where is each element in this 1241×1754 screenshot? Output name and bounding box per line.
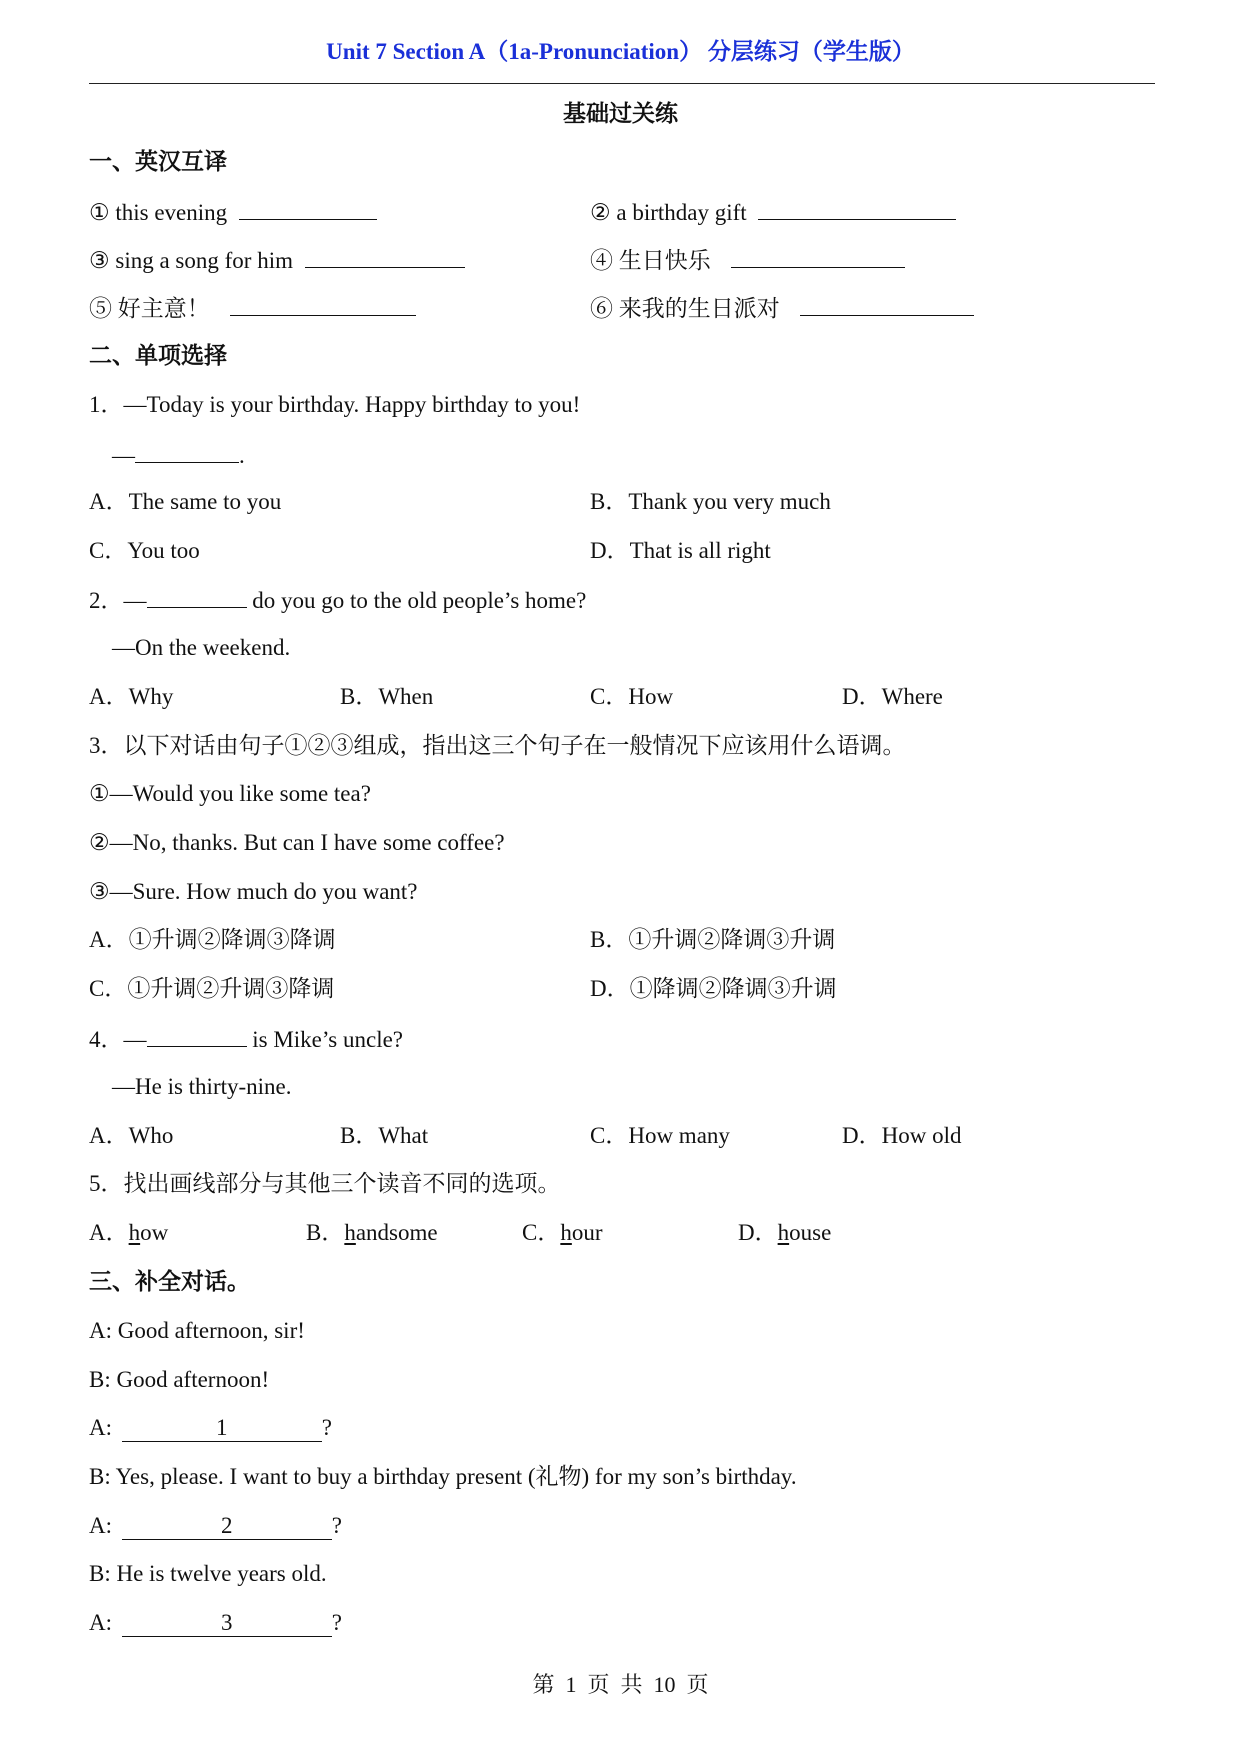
answer-blank-4[interactable] bbox=[731, 245, 905, 268]
q2-option-a[interactable]: A．Why bbox=[89, 684, 174, 709]
q5-option-b-underlined: h bbox=[344, 1220, 356, 1245]
document-title: Unit 7 Section A（1a-Pronunciation） 分层练习（学生版） bbox=[326, 39, 915, 64]
section-heading: 基础过关练 bbox=[563, 101, 678, 126]
q4-option-c[interactable]: C．How many bbox=[590, 1123, 730, 1148]
dialogue-line-5-speaker: A: bbox=[89, 1513, 118, 1538]
q5-option-c-underlined: h bbox=[560, 1220, 572, 1245]
part1-heading: 一、英汉互译 bbox=[89, 149, 227, 174]
q2-suffix: do you go to the old people’s home? bbox=[246, 588, 587, 613]
q2-response: —On the weekend. bbox=[112, 635, 291, 660]
dialogue-line-5 bbox=[89, 1512, 342, 1540]
q5-option-c[interactable] bbox=[522, 1219, 603, 1247]
q4-stem bbox=[89, 1024, 403, 1054]
header-rule bbox=[89, 83, 1155, 84]
q1-option-c[interactable]: C．You too bbox=[89, 538, 200, 563]
q5-option-a-underlined: h bbox=[128, 1220, 141, 1245]
q5-option-d-underlined: h bbox=[777, 1220, 790, 1245]
q5-option-b-label: B． bbox=[306, 1220, 345, 1245]
q3-line-1: ①—Would you like some tea? bbox=[89, 781, 371, 806]
q2-option-d[interactable]: D．Where bbox=[842, 684, 943, 709]
q4-option-b[interactable]: B．What bbox=[340, 1123, 429, 1148]
q4-prefix: 4．— bbox=[89, 1027, 147, 1052]
page-footer: 第 1 页 共 10 页 bbox=[532, 1672, 709, 1697]
dialogue-blank-3[interactable]: 3 bbox=[122, 1610, 332, 1637]
q2-stem bbox=[89, 585, 586, 615]
answer-blank-6[interactable] bbox=[800, 293, 974, 316]
q5-option-a-rest: ow bbox=[140, 1220, 169, 1245]
translate-item-2 bbox=[590, 197, 956, 227]
q3-line-3: ③—Sure. How much do you want? bbox=[89, 879, 418, 904]
q5-option-a-label: A． bbox=[89, 1220, 129, 1245]
translate-item-3 bbox=[89, 245, 465, 275]
answer-blank-1[interactable] bbox=[239, 197, 377, 220]
q1-period: . bbox=[239, 443, 245, 468]
q5-option-c-rest: our bbox=[571, 1220, 603, 1245]
dialogue-line-7-speaker: A: bbox=[89, 1610, 118, 1635]
q1-option-a[interactable]: A．The same to you bbox=[89, 489, 282, 514]
q5-option-d-label: D． bbox=[738, 1220, 778, 1245]
translate-item-4-text: ④ 生日快乐 bbox=[590, 248, 711, 273]
q5-stem: 5．找出画线部分与其他三个读音不同的选项。 bbox=[89, 1171, 561, 1196]
dialogue-blank-2[interactable]: 2 bbox=[122, 1513, 332, 1540]
q2-option-b[interactable]: B．When bbox=[340, 684, 434, 709]
q2-blank[interactable] bbox=[147, 585, 247, 608]
dialogue-line-5-qmark: ? bbox=[331, 1513, 342, 1538]
answer-blank-3[interactable] bbox=[305, 245, 465, 268]
q5-option-d[interactable] bbox=[738, 1219, 831, 1247]
dialogue-line-3-speaker: A: bbox=[89, 1415, 118, 1440]
dialogue-line-3-qmark: ? bbox=[321, 1415, 332, 1440]
q1-response bbox=[112, 440, 245, 470]
q4-blank[interactable] bbox=[147, 1024, 247, 1047]
q1-option-d[interactable]: D．That is all right bbox=[590, 538, 771, 563]
q4-option-d[interactable]: D．How old bbox=[842, 1123, 962, 1148]
translate-item-4 bbox=[590, 245, 905, 275]
q4-option-a[interactable]: A．Who bbox=[89, 1123, 174, 1148]
q3-option-c[interactable]: C．①升调②升调③降调 bbox=[89, 976, 335, 1001]
translate-item-6-text: ⑥ 来我的生日派对 bbox=[590, 296, 780, 321]
translate-item-5 bbox=[89, 293, 416, 323]
q1-blank[interactable] bbox=[135, 440, 239, 463]
dialogue-line-6: B: He is twelve years old. bbox=[89, 1561, 327, 1586]
q3-line-2: ②—No, thanks. But can I have some coffee? bbox=[89, 830, 505, 855]
translate-item-1 bbox=[89, 197, 377, 227]
q5-option-a[interactable] bbox=[89, 1219, 168, 1247]
q1-stem: 1．—Today is your birthday. Happy birthday to you! bbox=[89, 392, 581, 417]
translate-item-2-text: ② a birthday gift bbox=[590, 200, 747, 225]
dialogue-line-4: B: Yes, please. I want to buy a birthday present (礼物) for my son’s birthday. bbox=[89, 1464, 797, 1489]
translate-item-1-text: ① this evening bbox=[89, 200, 228, 225]
q3-stem: 3．以下对话由句子①②③组成，指出这三个句子在一般情况下应该用什么语调。 bbox=[89, 733, 906, 758]
q4-response: —He is thirty-nine. bbox=[112, 1074, 292, 1099]
dialogue-line-7 bbox=[89, 1609, 342, 1637]
dialogue-line-3 bbox=[89, 1414, 332, 1442]
translate-item-6 bbox=[590, 293, 974, 323]
dialogue-line-7-qmark: ? bbox=[331, 1610, 342, 1635]
dialogue-line-2: B: Good afternoon! bbox=[89, 1367, 270, 1392]
q5-option-c-label: C． bbox=[522, 1220, 561, 1245]
answer-blank-5[interactable] bbox=[230, 293, 416, 316]
q3-option-d[interactable]: D．①降调②降调③升调 bbox=[590, 976, 837, 1001]
q3-option-b[interactable]: B．①升调②降调③升调 bbox=[590, 927, 836, 952]
q5-option-b[interactable] bbox=[306, 1219, 438, 1247]
translate-item-5-text: ⑤ 好主意！ bbox=[89, 296, 210, 321]
q1-option-b[interactable]: B．Thank you very much bbox=[590, 489, 831, 514]
dialogue-line-1: A: Good afternoon, sir! bbox=[89, 1318, 305, 1343]
q1-dash: — bbox=[112, 443, 135, 468]
dialogue-blank-1[interactable]: 1 bbox=[122, 1415, 322, 1442]
q2-option-c[interactable]: C．How bbox=[590, 684, 674, 709]
answer-blank-2[interactable] bbox=[758, 197, 956, 220]
q3-option-a[interactable]: A．①升调②降调③降调 bbox=[89, 927, 336, 952]
q2-prefix: 2．— bbox=[89, 588, 147, 613]
q5-option-b-rest: andsome bbox=[355, 1220, 438, 1245]
part3-heading: 三、补全对话。 bbox=[89, 1269, 250, 1294]
translate-item-3-text: ③ sing a song for him bbox=[89, 248, 293, 273]
q5-option-d-rest: ouse bbox=[789, 1220, 832, 1245]
q4-suffix: is Mike’s uncle? bbox=[246, 1027, 403, 1052]
part2-heading: 二、单项选择 bbox=[89, 343, 227, 368]
